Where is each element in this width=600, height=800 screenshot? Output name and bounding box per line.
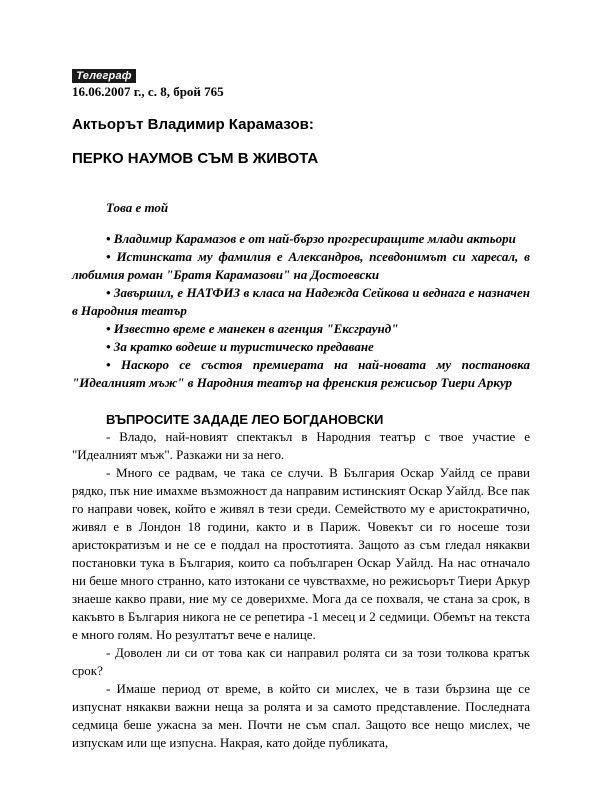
newspaper-logo: Телеграф: [72, 69, 136, 83]
fact-item: • Владимир Карамазов е от най-бързо прогресиращите млади актьори: [106, 231, 516, 246]
facts-list: [72, 230, 530, 392]
interviewer-byline: ВЪПРОСИТЕ ЗАДАДЕ ЛЕО БОГДАНОВСКИ: [106, 412, 384, 427]
body-paragraph: - Много се радвам, че така се случи. В България Оскар Уайлд се прави рядко, пък ние имахме възможност да направим истинският Оскар Уайлд. Все пак го направи човек, който е живял в тези среди. Семейството му е аристократично, живял е в Лондон 18 години, както и в Париж. Човекът си го носеше този аристократизъм и не се е поддал на простотията. Защото аз съм гледал някакви постановки тука в България, които са побългарен Оскар Уайлд. На нас отначало ни беше много странно, като изтокани се чувствахме, но режисьорът Тиери Аркур знаеше какво прави, ние му се доверихме. Мога да се похваля, че стана за срок, в какъвто в България никога не се репетира -1 месец и 2 седмици. Обемът на текста е много голям. Но резултатът вече е налице.: [72, 465, 530, 642]
article-subheading: Това е той: [106, 200, 169, 215]
fact-item: • За кратко водеше и туристическо предаване: [106, 339, 374, 354]
fact-item: • Наскоро се състоя премиерата на най-новата му постановка "Идеалният мъж" в Народния театър на френския режисьор Тиери Аркур: [72, 357, 530, 390]
fact-item: • Завършил, е НАТФИЗ в класа на Надежда Сейкова и веднага е назначен в Народния театър: [72, 285, 530, 318]
article-headline: ПЕРКО НАУМОВ СЪМ В ЖИВОТА: [72, 150, 319, 167]
fact-item: • Истинската му фамилия е Александров, псевдонимът си харесал, в любимия роман "Братя Карамазови" на Достоевски: [72, 249, 530, 282]
body-paragraph: - Имаше период от време, в който си мислех, че в тази бързина ще се изпуснат някакви важни неща за ролята и за самото представление. Последната седмица беше ужасна за мен. Почти не съм спал. Защото все нещо мислех, че изпускам или ще изпусна. Накрая, като дойде публиката,: [72, 681, 530, 750]
interview-body: [72, 428, 530, 752]
body-paragraph: - Доволен ли си от това как си направил ролята си за този толкова кратък срок?: [72, 645, 530, 678]
body-paragraph: - Владо, най-новият спектакъл в Народния театър с твое участие е "Идеалният мъж". Разкажи ни за него.: [72, 429, 530, 462]
fact-item: • Известно време е манекен в агенция "Ексграунд": [106, 321, 399, 336]
publication-meta: 16.06.2007 г., с. 8, брой 765: [72, 84, 224, 99]
article-kicker: Актьорът Владимир Карамазов:: [72, 116, 314, 133]
